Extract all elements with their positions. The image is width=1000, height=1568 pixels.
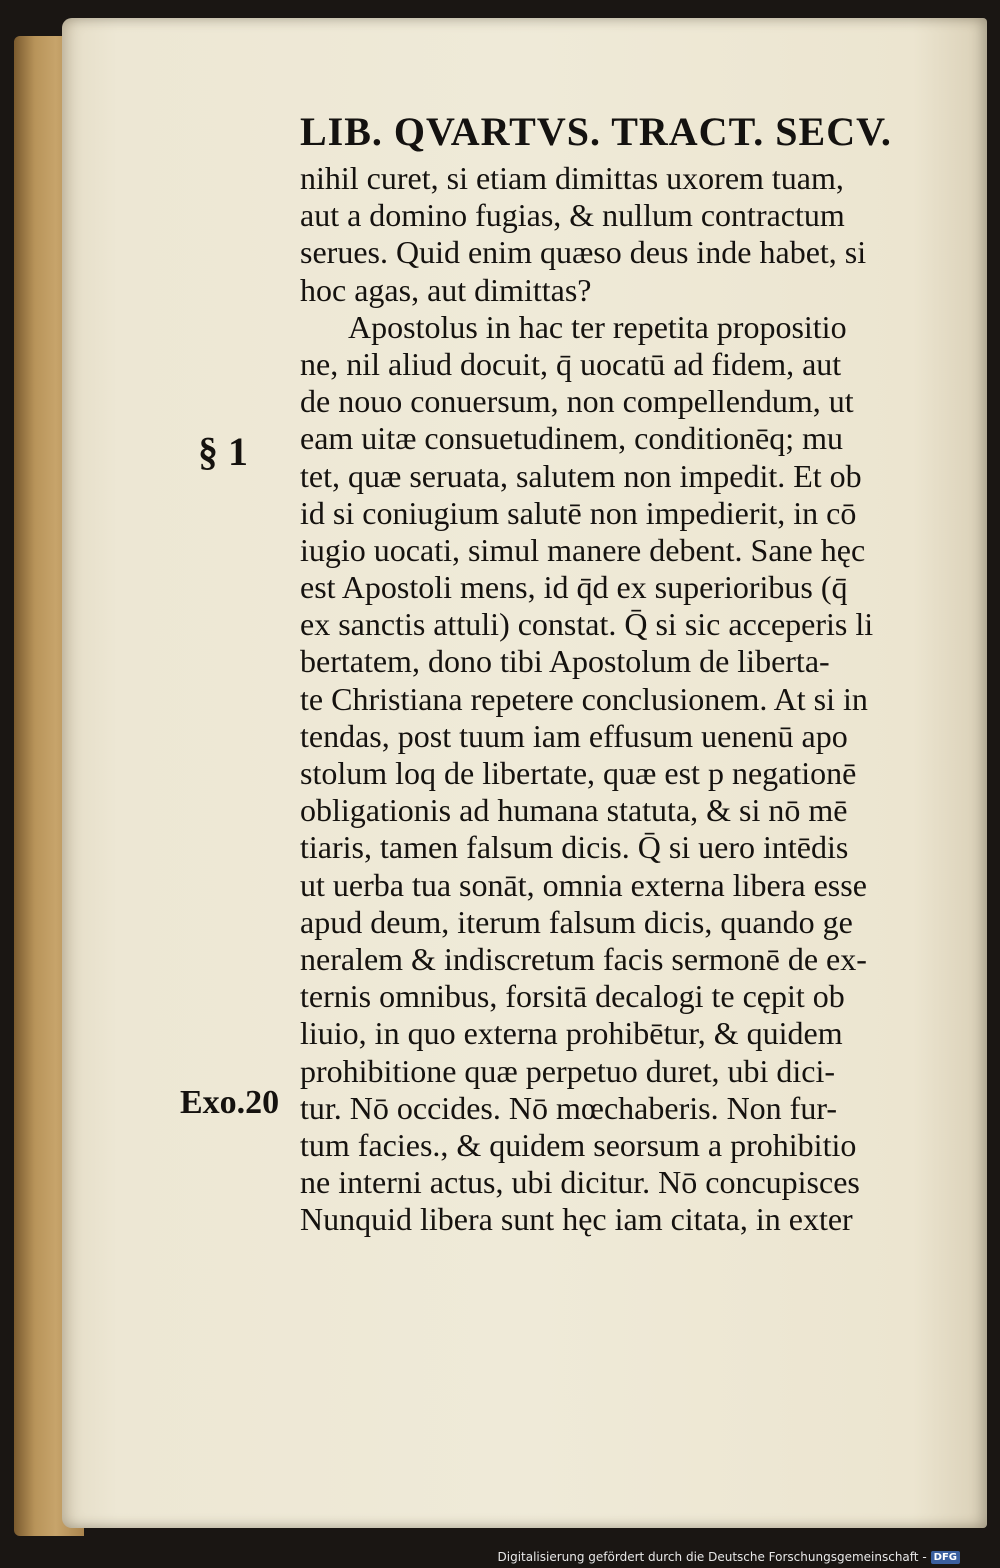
marginal-note-section: § 1 bbox=[198, 429, 248, 474]
text-line: Apostolus in hac ter repetita propositio bbox=[348, 308, 847, 345]
text-block bbox=[300, 160, 940, 1238]
text-line: ut uerba tua sonāt, omnia externa libera esse bbox=[300, 866, 867, 903]
text-line: prohibitione quæ perpetuo duret, ubi dici- bbox=[300, 1052, 835, 1089]
dfg-logo-icon: DFG bbox=[931, 1551, 960, 1564]
text-line: tet, quæ seruata, salutem non impedit. Et ob bbox=[300, 457, 862, 494]
text-line: nihil curet, si etiam dimittas uxorem tuam, bbox=[300, 160, 844, 196]
text-line: ternis omnibus, forsitā decalogi te cępit ob bbox=[300, 978, 845, 1015]
running-head: LIB. QVARTVS. TRACT. SECV. bbox=[300, 109, 892, 154]
text-line: neralem & indiscretum facis sermonē de ex- bbox=[300, 940, 867, 977]
digitization-footer bbox=[498, 1550, 961, 1564]
text-line: hoc agas, aut dimittas? bbox=[300, 271, 592, 308]
marginal-note-exodus: Exo.20 bbox=[180, 1084, 280, 1121]
text-line: tur. Nō occides. Nō mœchaberis. Non fur- bbox=[300, 1089, 837, 1126]
text-line: ne interni actus, ubi dicitur. Nō concupisces bbox=[300, 1164, 860, 1201]
text-line: tiaris, tamen falsum dicis. Q̄ si uero intēdis bbox=[300, 829, 849, 866]
text-line: stolum loq de libertate, quæ est p negationē bbox=[300, 755, 857, 791]
text-line: id si coniugium salutē non impedierit, in cō bbox=[300, 494, 857, 531]
text-line: liuio, in quo externa prohibētur, & quidem bbox=[300, 1015, 843, 1052]
text-line: eam uitæ consuetudinem, conditionēq; mu bbox=[300, 420, 844, 457]
text-line: bertatem, dono tibi Apostolum de liberta- bbox=[300, 643, 830, 680]
text-line: tendas, post tuum iam effusum uenenū apo bbox=[300, 717, 848, 754]
text-line: te Christiana repetere conclusionem. At si in bbox=[300, 680, 868, 717]
text-line: ne, nil aliud docuit, q̄ uocatū ad fidem, aut bbox=[300, 345, 842, 382]
text-line: ex sanctis attuli) constat. Q̄ si sic acceperis li bbox=[300, 606, 874, 643]
text-line: est Apostoli mens, id q̄d ex superioribus (q̄ bbox=[300, 569, 848, 606]
text-line: tum facies., & quidem seorsum a prohibitio bbox=[300, 1126, 857, 1163]
text-line: serues. Quid enim quæso deus inde habet, si bbox=[300, 234, 867, 271]
text-line: iugio uocati, simul manere debent. Sane hęc bbox=[300, 531, 866, 568]
text-line: obligationis ad humana statuta, & si nō mē bbox=[300, 792, 848, 829]
text-line: de nouo conuersum, non compellendum, ut bbox=[300, 383, 854, 420]
text-line: apud deum, iterum falsum dicis, quando ge bbox=[300, 903, 853, 940]
footer-text: Digitalisierung gefördert durch die Deutsche Forschungsgemeinschaft - bbox=[497, 1550, 927, 1564]
text-line: Nunquid libera sunt hęc iam citata, in exter bbox=[300, 1201, 853, 1238]
text-line: aut a domino fugias, & nullum contractum bbox=[300, 197, 845, 234]
